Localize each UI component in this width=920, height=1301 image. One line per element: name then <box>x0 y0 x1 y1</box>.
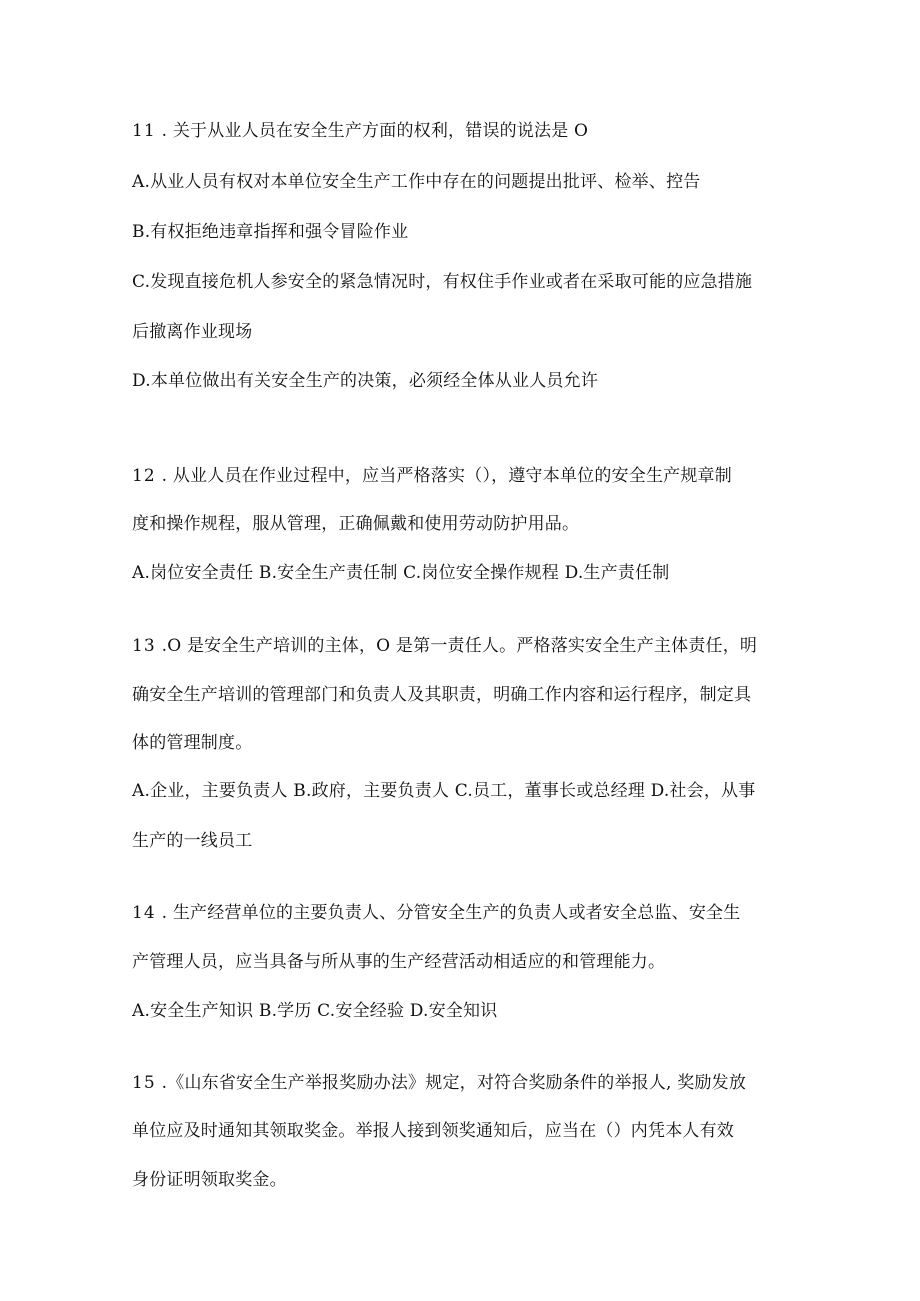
question-number: 13 <box>132 636 156 656</box>
question-number: 12 <box>132 466 156 486</box>
question-13-stem-line-3: 体的管理制度。 <box>132 733 253 753</box>
question-11-option-d: D.本单位做出有关安全生产的决策，必须经全体从业人员允许 <box>132 371 599 391</box>
question-number: 14 <box>132 903 156 923</box>
question-stem-text: . 关于从业人员在安全生产方面的权利，错误的说法是 O <box>161 121 589 141</box>
question-stem-text: .O 是安全生产培训的主体，O 是第一责任人。严格落实安全生产主体责任，明 <box>161 636 758 656</box>
question-14-options: A.安全生产知识 B.学历 C.安全经验 D.安全知识 <box>132 1001 498 1021</box>
question-stem-text: . 从业人员在作业过程中，应当严格落实（），遵守本单位的安全生产规章制 <box>161 466 732 486</box>
question-13-options-continued: 生产的一线员工 <box>132 831 253 851</box>
question-13-stem-line-2: 确安全生产培训的管理部门和负责人及其职责，明确工作内容和运行程序，制定具 <box>132 685 752 705</box>
question-14-stem-line-2: 产管理人员，应当具备与所从事的生产经营活动相适应的和管理能力。 <box>132 952 666 972</box>
question-11-option-c: C.发现直接危机人参安全的紧急情况时，有权住手作业或者在采取可能的应急措施 <box>132 272 753 292</box>
question-14-stem-line-1 <box>132 903 740 923</box>
question-13-stem-line-1 <box>132 636 757 656</box>
question-13-options: A.企业，主要负责人 B.政府，主要负责人 C.员工，董事长或总经理 D.社会，从事 <box>132 781 756 801</box>
question-11-option-c-continued: 后撤离作业现场 <box>132 322 253 342</box>
question-15-stem-line-3: 身份证明领取奖金。 <box>132 1170 287 1190</box>
question-11-option-b: B.有权拒绝违章指挥和强令冒险作业 <box>132 222 409 242</box>
question-number: 11 <box>132 121 156 141</box>
question-15-stem-line-2: 单位应及时通知其领取奖金。举报人接到领奖通知后，应当在（）内凭本人有效 <box>132 1121 734 1141</box>
question-12-stem-line-1 <box>132 466 732 486</box>
question-11-stem-line-1 <box>132 121 588 141</box>
question-number: 15 <box>132 1073 156 1093</box>
question-11-option-a: A.从业人员有权对本单位安全生产工作中存在的问题提出批评、检举、控告 <box>132 172 701 192</box>
question-stem-text: . 生产经营单位的主要负责人、分管安全生产的负责人或者安全总监、安全生 <box>161 903 741 923</box>
question-15-stem-line-1 <box>132 1073 746 1093</box>
question-12-stem-line-2: 度和操作规程，服从管理，正确佩戴和使用劳动防护用品。 <box>132 514 580 534</box>
question-stem-text: .《山东省安全生产举报奖励办法》规定，对符合奖励条件的举报人, 奖励发放 <box>161 1073 747 1093</box>
question-12-options: A.岗位安全责任 B.安全生产责任制 C.岗位安全操作规程 D.生产责任制 <box>132 563 670 583</box>
